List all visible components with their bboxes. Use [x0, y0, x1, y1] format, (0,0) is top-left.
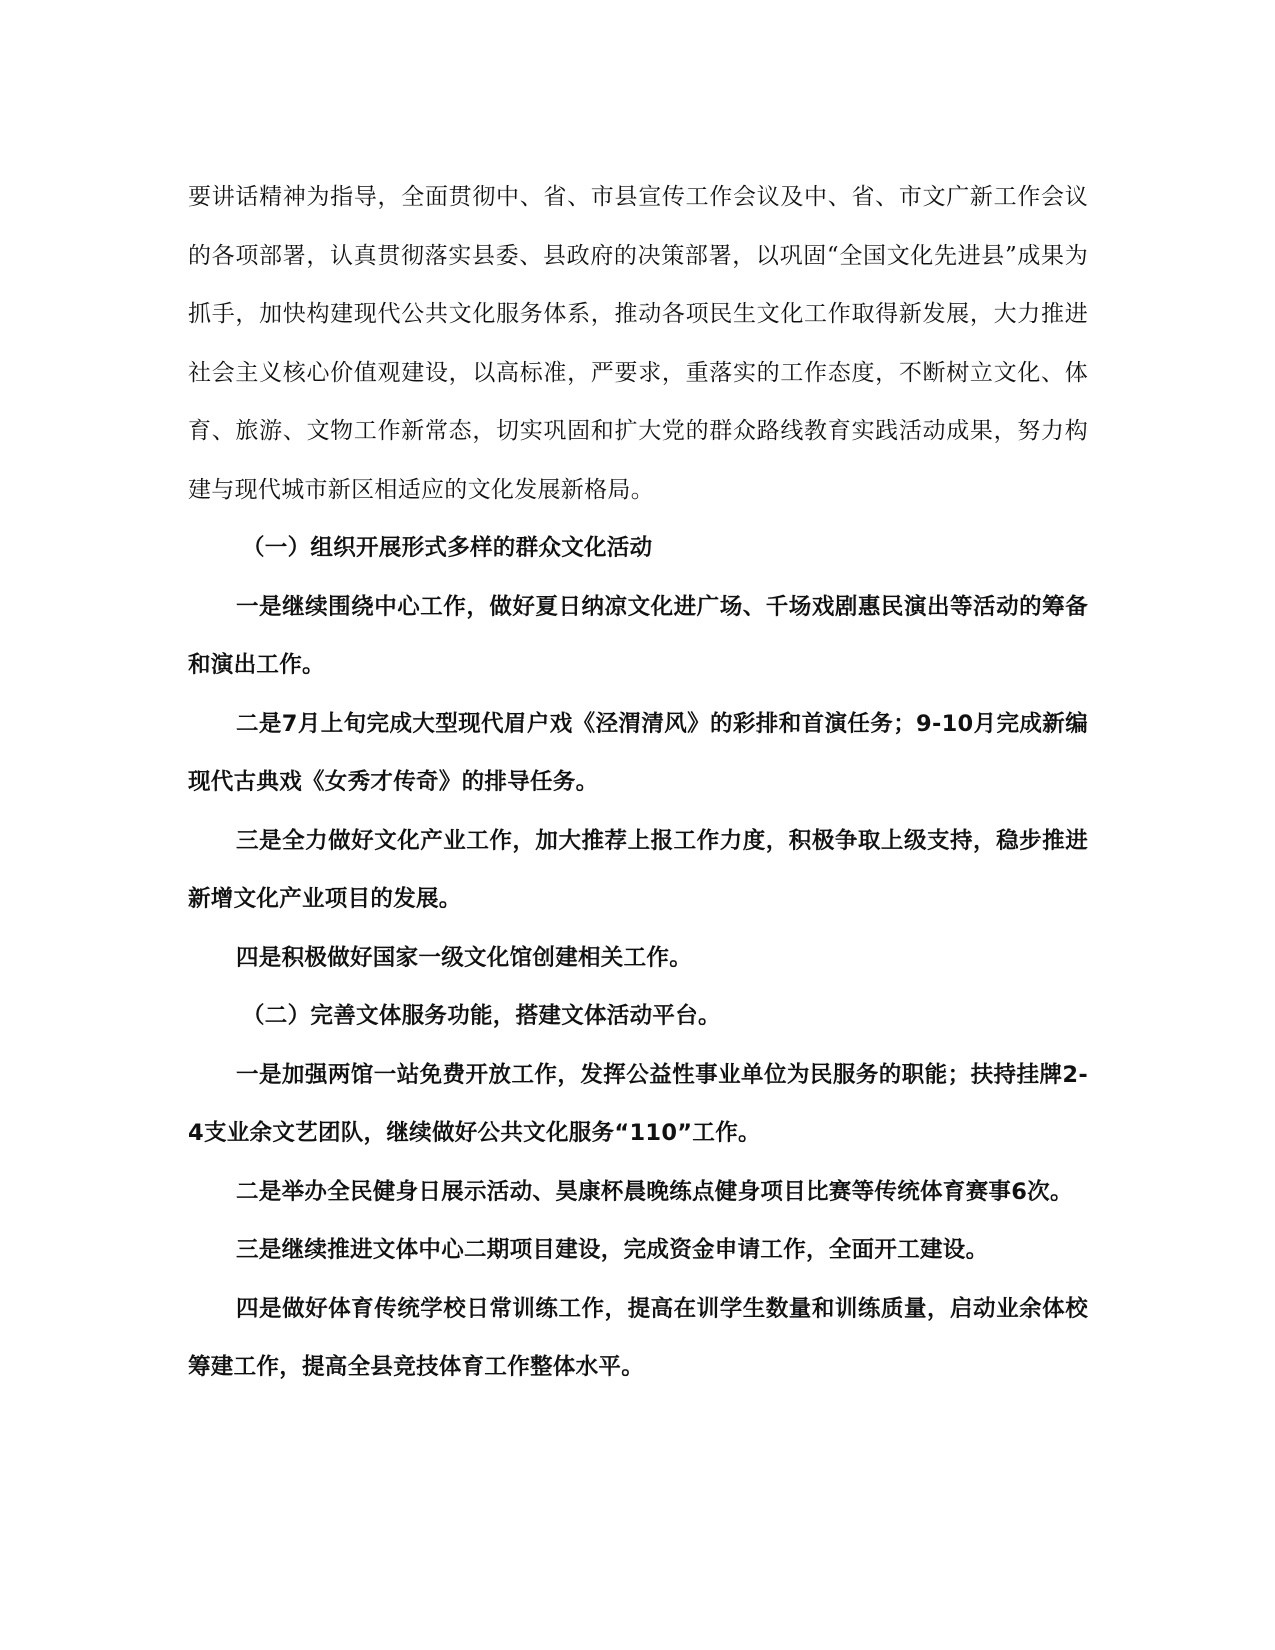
section-heading-2: （二）完善文体服务功能，搭建文体活动平台。: [242, 1003, 721, 1029]
list-item: 三是全力做好文化产业工作，加大推荐上报工作力度，积极争取上级支持，稳步推进新增文化产业项目的发展。: [188, 827, 1088, 912]
intro-paragraph: 要讲话精神为指导，全面贯彻中、省、市县宣传工作会议及中、省、市文广新工作会议的各项部署，认真贯彻落实县委、县政府的决策部署，以巩固“全国文化先进县”成果为抓手，加快构建现代公共文化服务体系，推动各项民生文化工作取得新发展，大力推进社会主义核心价值观建设，以高标准，严要求，重落实的工作态度，不断树立文化、体育、旅游、文物工作新常态，切实巩固和扩大党的群众路线教育实践活动成果，努力构建与现代城市新区相适应的文化发展新格局。: [188, 184, 1088, 503]
list-item: 三是继续推进文体中心二期项目建设，完成资金申请工作，全面开工建设。: [236, 1237, 989, 1263]
list-item: 一是继续围绕中心工作，做好夏日纳凉文化进广场、千场戏剧惠民演出等活动的筹备和演出工作。: [188, 593, 1088, 678]
list-item: 四是积极做好国家一级文化馆创建相关工作。: [236, 944, 693, 971]
list-item: 一是加强两馆一站免费开放工作，发挥公益性事业单位为民服务的职能；扶持挂牌2-4支业余文艺团队，继续做好公共文化服务“110”工作。: [188, 1061, 1088, 1146]
section-heading-1: （一）组织开展形式多样的群众文化活动: [242, 535, 653, 561]
list-item: 二是举办全民健身日展示活动、昊康杯晨晚练点健身项目比赛等传统体育赛事6次。: [236, 1178, 1073, 1205]
list-item: 二是7月上旬完成大型现代眉户戏《泾渭清风》的彩排和首演任务；9-10月完成新编现代古典戏《女秀才传奇》的排导任务。: [188, 710, 1088, 795]
list-item: 四是做好体育传统学校日常训练工作，提高在训学生数量和训练质量，启动业余体校筹建工作，提高全县竞技体育工作整体水平。: [188, 1295, 1088, 1380]
document-body: [188, 168, 1088, 1397]
